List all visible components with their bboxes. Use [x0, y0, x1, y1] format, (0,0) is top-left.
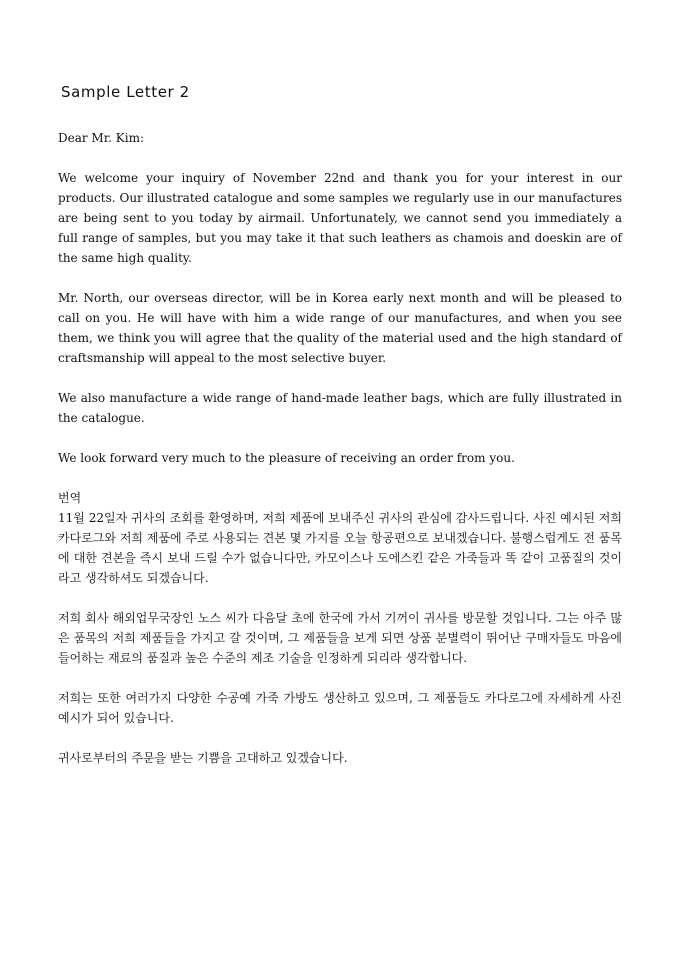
korean-paragraph-3: 저희는 또한 여러가지 다양한 수공예 가죽 가방도 생산하고 있으며, 그 제품들도 카다로그에 자세하게 사진 예시가 되어 있습니다. — [58, 691, 622, 725]
letter-page — [58, 0, 622, 962]
korean-paragraph-1: 11월 22일자 귀사의 조회를 환영하며, 저희 제품에 보내주신 귀사의 관심에 감사드립니다. 사진 예시된 저희 카다로그와 저희 제품에 주로 사용되는 견본 몇 가지를 오늘 항공편으로 보내겠습니다. 불행스럽게도 전 품목에 대한 견본을 즉시 보내 드릴 수가 없습니다만, 카모이스나 도에스킨 같은 가죽들과 똑 같이 고품질의 것이라고 생각하셔도 되겠습니다. — [58, 511, 622, 585]
letter-body — [58, 128, 622, 788]
english-paragraph-3: We also manufacture a wide range of hand-made leather bags, which are fully illustrated in the catalogue. — [58, 391, 622, 425]
korean-paragraph-4: 귀사로부터의 주문을 받는 기쁨을 고대하고 있겠습니다. — [58, 751, 348, 765]
translation-label: 번역 — [58, 491, 82, 505]
english-paragraph-4: We look forward very much to the pleasure of receiving an order from you. — [58, 451, 515, 465]
english-paragraph-1: We welcome your inquiry of November 22nd and thank you for your interest in our products. Our illustrated catalogue and some samples we regularly use in our manufactures are being sent to you today by airmail. Unfortunately, we cannot send you immediately a full range of samples, but you may take it that such leathers as chamois and doeskin are of the same high quality. — [58, 171, 622, 265]
salutation: Dear Mr. Kim: — [58, 131, 144, 145]
korean-paragraph-2: 저희 회사 해외업무국장인 노스 씨가 다음달 초에 한국에 가서 기꺼이 귀사를 방문할 것입니다. 그는 아주 많은 품목의 저희 제품들을 가지고 갈 것이며, 그 제품들을 보게 되면 상품 분별력이 뛰어난 구매자들도 마음에 들어하는 재료의 품질과 높은 수준의 제조 기술을 인정하게 되리라 생각합니다. — [58, 611, 622, 665]
english-paragraph-2: Mr. North, our overseas director, will be in Korea early next month and will be pleased to call on you. He will have with him a wide range of our manufactures, and when you see them, we think you will agree that the quality of the material used and the high standard of craftsmanship will appeal to the most selective buyer. — [58, 291, 622, 365]
document-title: Sample Letter 2 — [61, 83, 190, 101]
